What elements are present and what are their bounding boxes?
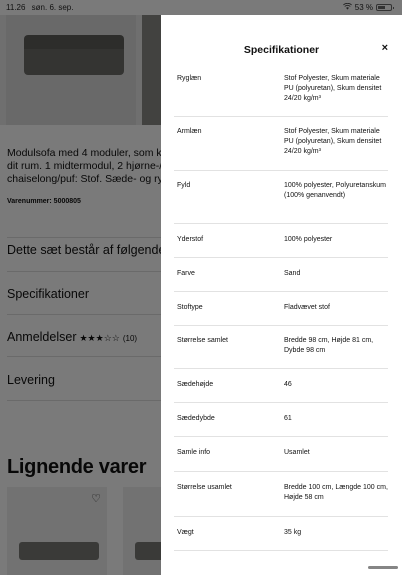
spec-value: 100% polyester, Polyuretanskum (100% genanvendt)	[284, 182, 386, 199]
status-date: søn. 6. sep.	[31, 3, 74, 12]
battery-icon	[376, 4, 392, 11]
spec-value: Stof Polyester, Skum materiale PU (polyuretan), Skum densitet 24/20 kg/m³	[284, 75, 382, 102]
spec-value: Bredde 100 cm, Længde 100 cm, Højde 58 cm	[284, 484, 388, 501]
spec-label: Farve	[177, 270, 195, 277]
spec-value: 35 kg	[284, 529, 302, 536]
spec-value: Bredde 98 cm, Højde 81 cm, Dybde 98 cm	[284, 337, 374, 354]
spec-row	[174, 258, 388, 292]
status-bar	[0, 0, 402, 15]
spec-label: Ryglæn	[177, 75, 202, 82]
spec-row	[174, 326, 388, 369]
spec-label: Sædedybde	[177, 415, 215, 422]
wifi-icon	[343, 3, 352, 12]
spec-label: Stoftype	[177, 304, 203, 311]
spec-label: Yderstof	[177, 236, 204, 243]
spec-row	[174, 403, 388, 437]
spec-label: Størrelse samlet	[177, 337, 228, 344]
spec-label: Samle info	[177, 449, 211, 456]
home-indicator	[368, 566, 398, 569]
spec-row	[174, 369, 388, 403]
spec-row	[174, 517, 388, 551]
spec-value: Sand	[284, 270, 301, 277]
spec-value: 61	[284, 415, 292, 422]
spec-value: Fladvævet stof	[284, 304, 330, 311]
spec-row	[174, 472, 388, 517]
spec-row	[174, 224, 388, 258]
battery-percent: 53 %	[354, 3, 373, 12]
spec-row	[174, 292, 388, 326]
status-time: 11.26	[6, 3, 26, 12]
spec-value: Usamlet	[284, 449, 310, 456]
spec-list	[174, 64, 388, 551]
spec-value: 46	[284, 381, 292, 388]
spec-row	[174, 437, 388, 472]
spec-label: Sædehøjde	[177, 381, 214, 388]
close-icon[interactable]: ×	[381, 42, 388, 54]
panel-title: Specifikationer	[243, 44, 320, 56]
spec-label: Vægt	[177, 529, 194, 536]
specifications-panel	[161, 15, 402, 575]
spec-value: Stof Polyester, Skum materiale PU (polyuretan), Skum densitet 24/20 kg/m³	[284, 128, 382, 155]
spec-row	[174, 117, 388, 171]
spec-row	[174, 171, 388, 224]
status-right	[343, 3, 392, 12]
status-left	[6, 3, 77, 12]
spec-row	[174, 64, 388, 117]
spec-label: Størrelse usamlet	[177, 484, 232, 491]
spec-value: 100% polyester	[284, 236, 333, 243]
spec-label: Fyld	[177, 182, 191, 189]
spec-label: Armlæn	[177, 128, 202, 135]
